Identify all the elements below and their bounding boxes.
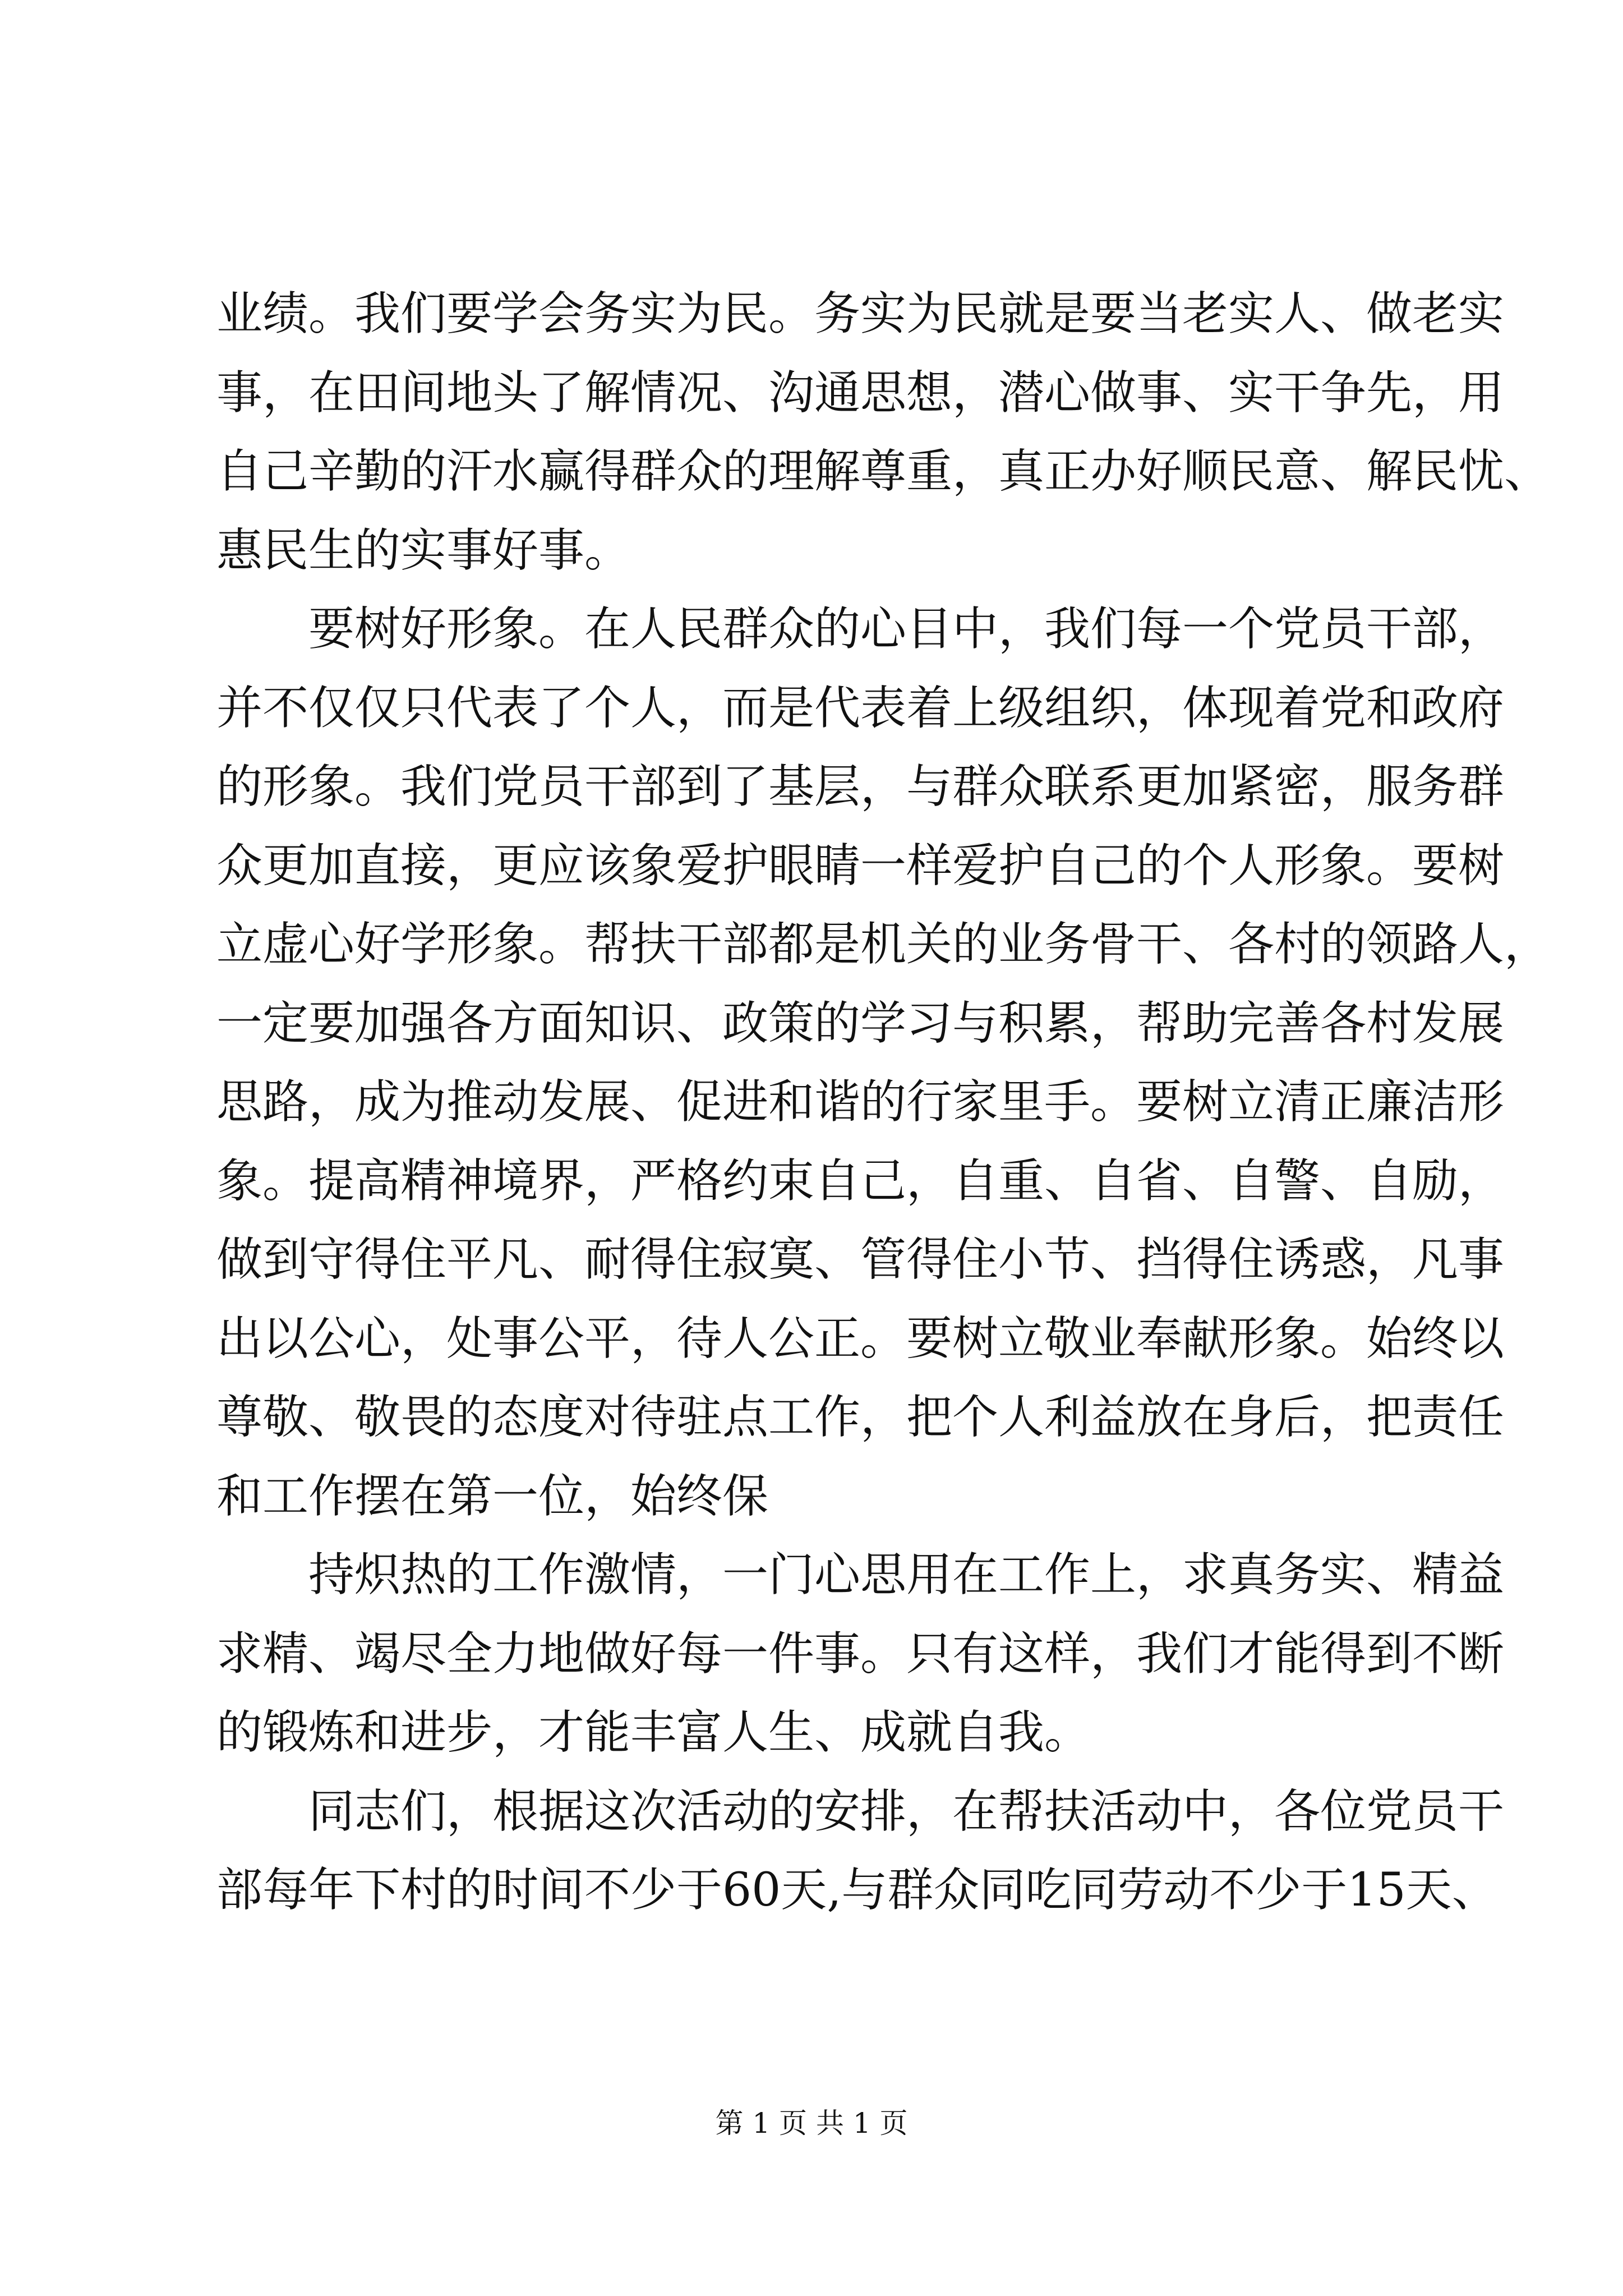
- text-line: 惠民生的实事好事。: [216, 523, 631, 577]
- paragraph-first-line: 持炽热的工作激情，一门心思用在工作上，求真务实、精益: [308, 1548, 1505, 1602]
- paragraph-first-line: 要树好形象。在人民群众的心目中，我们每一个党员干部，: [308, 602, 1505, 656]
- text-line: 的锻炼和进步，才能丰富人生、成就自我。: [216, 1706, 1091, 1759]
- text-line: 事，在田间地头了解情况、沟通思想，潜心做事、实干争先，用: [216, 366, 1505, 420]
- text-line: 做到守得住平凡、耐得住寂寞、管得住小节、挡得住诱惑，凡事: [216, 1233, 1505, 1286]
- text-line: 和工作摆在第一位，始终保: [216, 1469, 769, 1523]
- text-line: 立虚心好学形象。帮扶干部都是机关的业务骨干、各村的领路人，: [216, 918, 1551, 971]
- text-line: 并不仅仅只代表了个人，而是代表着上级组织，体现着党和政府: [216, 681, 1505, 735]
- paragraph-first-line: 同志们，根据这次活动的安排，在帮扶活动中，各位党员干: [308, 1784, 1505, 1838]
- text-line: 业绩。我们要学会务实为民。务实为民就是要当老实人、做老实: [216, 287, 1505, 341]
- text-line: 尊敬、敬畏的态度对待驻点工作，把个人利益放在身后，把责任: [216, 1391, 1505, 1444]
- text-line: 思路，成为推动发展、促进和谐的行家里手。要树立清正廉洁形: [216, 1075, 1505, 1129]
- text-line: 求精、竭尽全力地做好每一件事。只有这样，我们才能得到不断: [216, 1627, 1505, 1681]
- text-line: 出以公心，处事公平，待人公正。要树立敬业奉献形象。始终以: [216, 1312, 1505, 1365]
- text-line: 象。提高精神境界，严格约束自己，自重、自省、自警、自励，: [216, 1154, 1505, 1208]
- text-line: 一定要加强各方面知识、政策的学习与积累，帮助完善各村发展: [216, 996, 1505, 1050]
- document-body: [216, 286, 1551, 1941]
- page-footer: 第 1 页 共 1 页: [715, 2107, 908, 2139]
- text-line: 的形象。我们党员干部到了基层，与群众联系更加紧密，服务群: [216, 760, 1505, 813]
- text-line: 部每年下村的时间不少于60天,与群众同吃同劳动不少于15天、: [216, 1864, 1498, 1917]
- text-line: 众更加直接，更应该象爱护眼睛一样爱护自己的个人形象。要树: [216, 839, 1505, 892]
- text-line: 自己辛勤的汗水赢得群众的理解尊重，真正办好顺民意、解民忧、: [216, 445, 1551, 498]
